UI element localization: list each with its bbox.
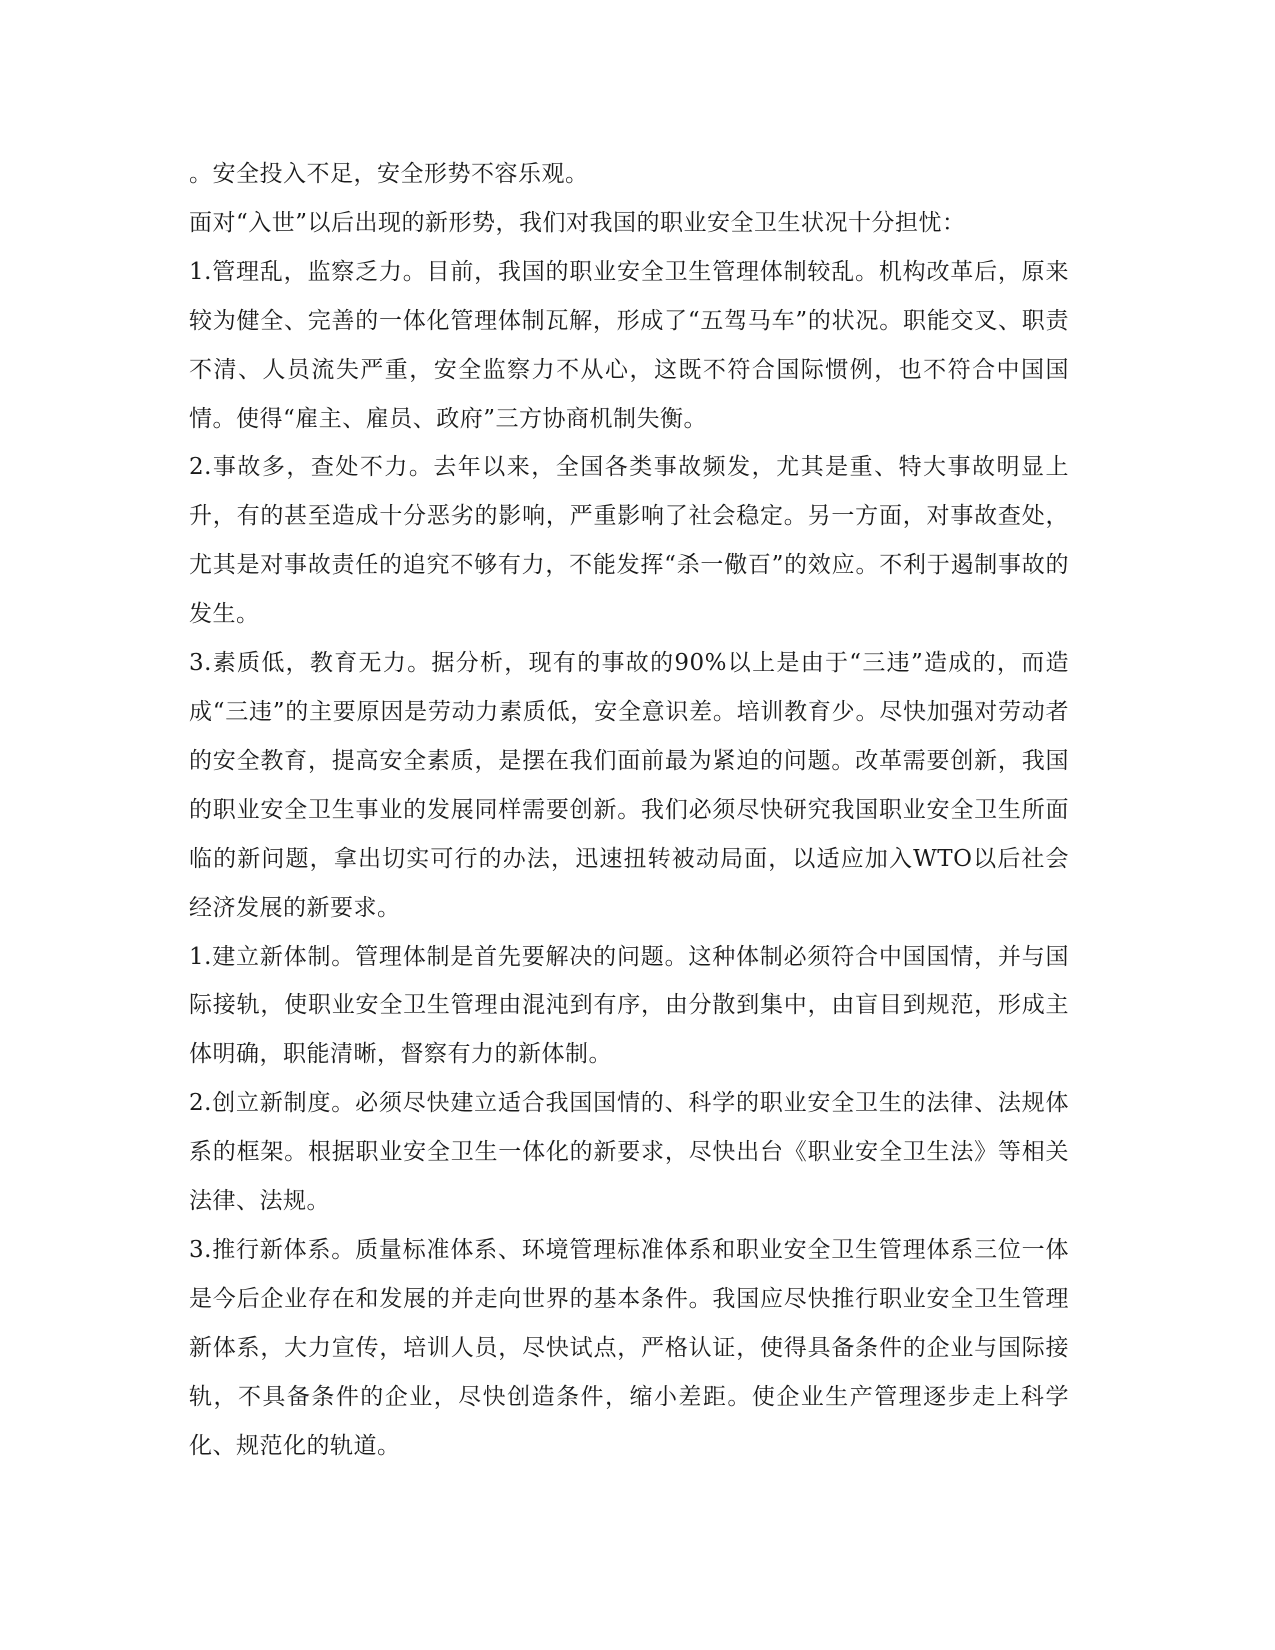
paragraph-investment: 。安全投入不足，安全形势不容乐观。 — [189, 161, 589, 187]
paragraph-new-framework: 3.推行新体系。质量标准体系、环境管理标准体系和职业安全卫生管理体系三位一体是今后企业存在和发展的并走向世界的基本条件。我国应尽快推行职业安全卫生管理新体系，大力宣传，培训人员，尽快试点，严格认证，使得具备条件的企业与国际接轨，不具备条件的企业，尽快创造条件，缩小差距。使企业生产管理逐步走上科学化、规范化的轨道。 — [189, 1236, 1069, 1459]
paragraph-new-regulations: 2.创立新制度。必须尽快建立适合我国国情的、科学的职业安全卫生的法律、法规体系的框架。根据职业安全卫生一体化的新要求，尽快出台《职业安全卫生法》等相关法律、法规。 — [189, 1090, 1069, 1215]
paragraph-low-quality: 3.素质低，教育无力。据分析，现有的事故的90%以上是由于“三违”造成的，而造成“三违”的主要原因是劳动力素质低，安全意识差。培训教育少。尽快加强对劳动者的安全教育，提高安全素质，是摆在我们面前最为紧迫的问题。改革需要创新，我国的职业安全卫生事业的发展同样需要创新。我们必须尽快研究我国职业安全卫生所面临的新问题，拿出切实可行的办法，迅速扭转被动局面，以适应加入WTO以后社会经济发展的新要求。 — [189, 650, 1069, 921]
paragraph-wto-concern: 面对“入世”以后出现的新形势，我们对我国的职业安全卫生状况十分担忧： — [189, 209, 966, 236]
document-body — [189, 150, 1069, 1470]
paragraph-accidents: 2.事故多，查处不力。去年以来，全国各类事故频发，尤其是重、特大事故明显上升，有的甚至造成十分恶劣的影响，严重影响了社会稳定。另一方面，对事故查处，尤其是对事故责任的追究不够有力，不能发挥“杀一儆百”的效应。不利于遏制事故的发生。 — [189, 454, 1069, 628]
paragraph-new-system: 1.建立新体制。管理体制是首先要解决的问题。这种体制必须符合中国国情，并与国际接轨，使职业安全卫生管理由混沌到有序，由分散到集中，由盲目到规范，形成主体明确，职能清晰，督察有力的新体制。 — [189, 943, 1069, 1068]
paragraph-management-chaos: 1.管理乱，监察乏力。目前，我国的职业安全卫生管理体制较乱。机构改革后，原来较为健全、完善的一体化管理体制瓦解，形成了“五驾马车”的状况。职能交叉、职责不清、人员流失严重，安全监察力不从心，这既不符合国际惯例，也不符合中国国情。使得“雇主、雇员、政府”三方协商机制失衡。 — [189, 258, 1069, 432]
